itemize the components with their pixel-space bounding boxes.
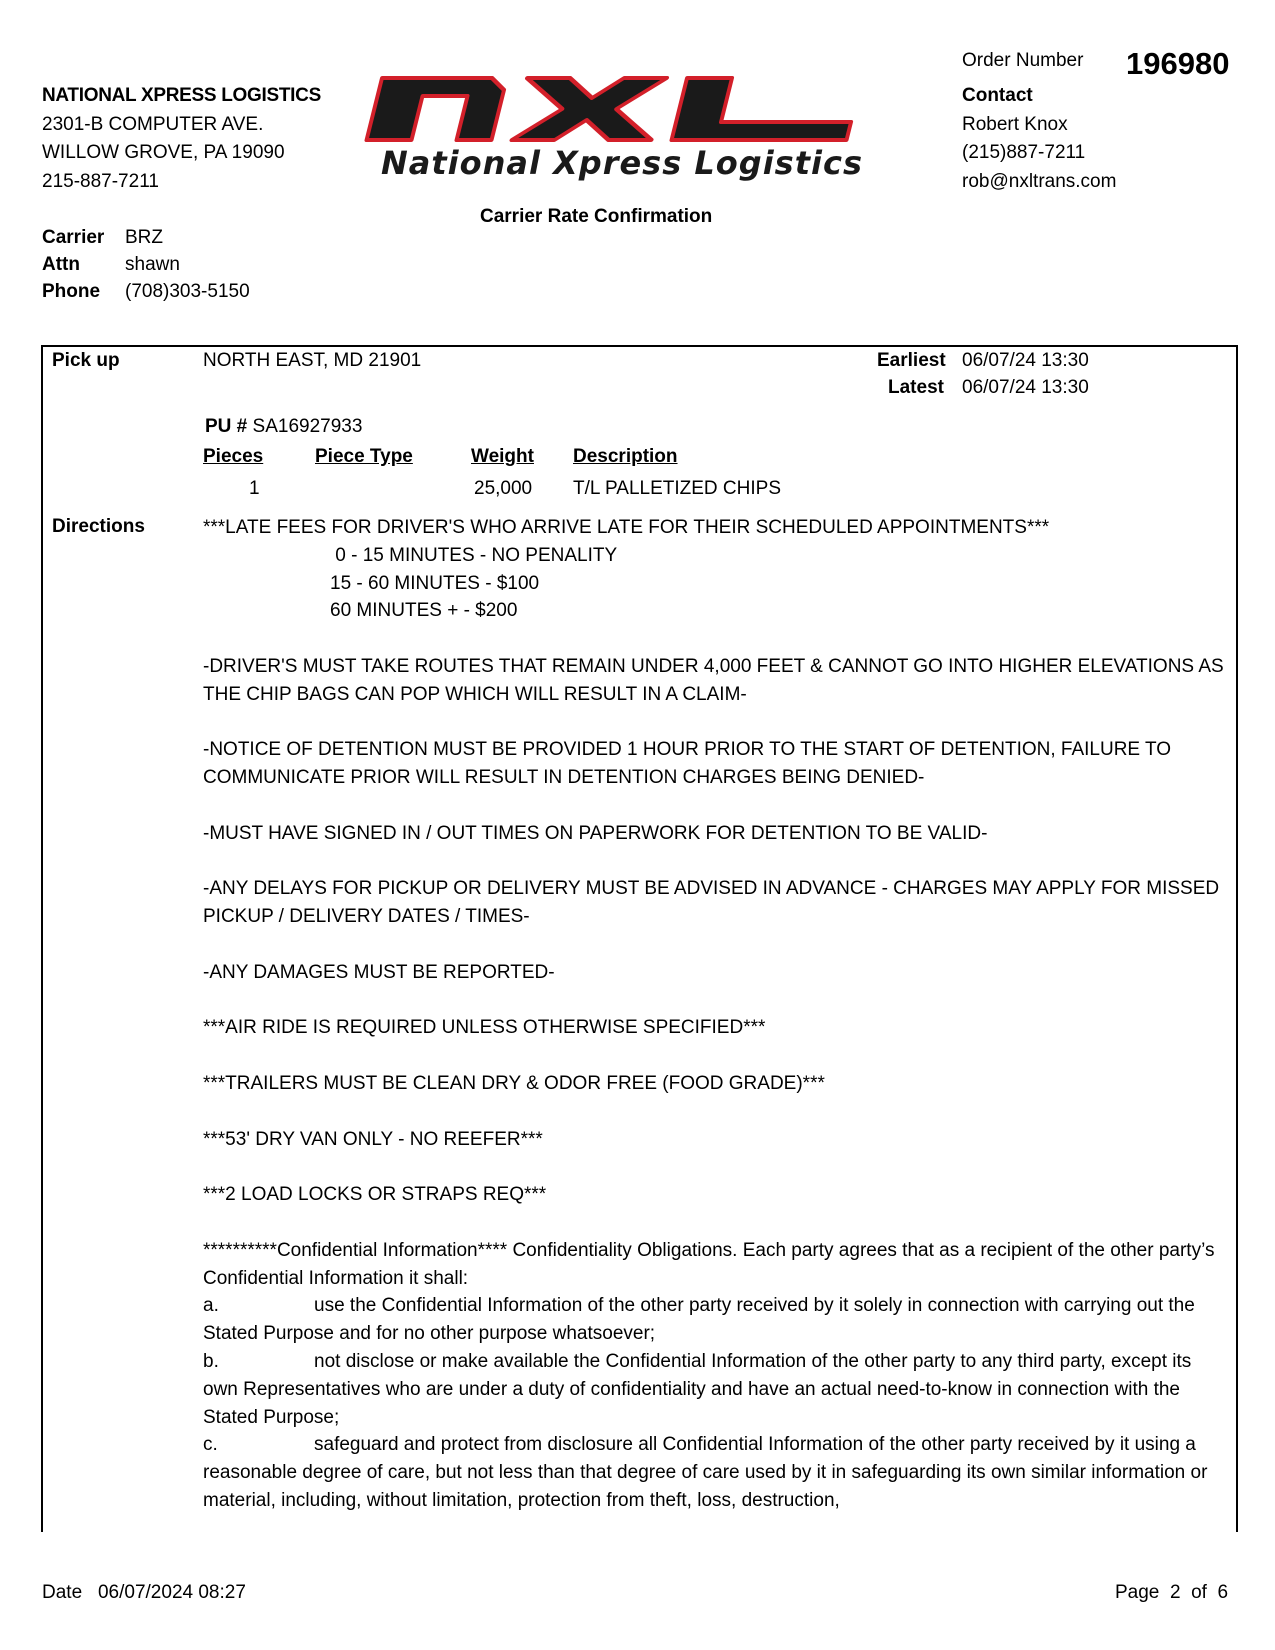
footer-date: [42, 1582, 246, 1604]
col-header-description: Description: [573, 446, 678, 467]
logo-mark: [367, 78, 862, 140]
pickup-label: Pick up: [52, 350, 120, 371]
clause-c: [203, 1431, 1228, 1514]
col-header-pieces: Pieces: [203, 446, 264, 467]
contact-name: Robert Knox: [962, 113, 1068, 135]
footer-page-total: 6: [1217, 1582, 1229, 1603]
late-fees-header: ***LATE FEES FOR DRIVER'S WHO ARRIVE LATE FOR THEIR SCHEDULED APPOINTMENTS***: [203, 517, 1050, 538]
footer-page: [1115, 1582, 1228, 1604]
dry-van-rule: ***53' DRY VAN ONLY - NO REEFER***: [203, 1128, 543, 1150]
clause-c-text: safeguard and protect from disclosure all Confidential Information of the other party received by it using a reasonable degree of care, but not less than that degree of care used by it in safeguarding its own similar information or material, including, without limitation, protection from theft, loss, destruction,: [203, 1434, 1208, 1511]
directions-text: [203, 514, 1228, 1515]
clause-a-letter: a.: [203, 1295, 219, 1317]
attn-label: Attn: [42, 254, 80, 275]
clause-c-letter: c.: [203, 1434, 218, 1456]
nxl-logo: [345, 66, 900, 184]
carrier-info: [42, 224, 250, 305]
footer-page-label: Page: [1115, 1582, 1160, 1603]
pu-number-line: [205, 416, 362, 438]
footer-page-number: 2: [1169, 1582, 1181, 1603]
damages-rule: -ANY DAMAGES MUST BE REPORTED-: [203, 961, 555, 983]
company-address-line2: WILLOW GROVE, PA 19090: [42, 142, 285, 163]
attn-value: shawn: [125, 254, 180, 275]
latest-value: 06/07/24 13:30: [962, 377, 1089, 398]
carrier-row: [42, 224, 250, 251]
directions-label: Directions: [52, 516, 145, 537]
company-block: [42, 82, 321, 196]
elevation-rule: -DRIVER'S MUST TAKE ROUTES THAT REMAIN UNDER 4,000 FEET & CANNOT GO INTO HIGHER ELEVATIONS AS THE CHIP BAGS CAN POP WHICH WILL RESULT IN A CLAIM-: [203, 655, 1224, 705]
pickup-address: NORTH EAST, MD 21901: [203, 350, 422, 371]
clause-b-letter: b.: [203, 1350, 219, 1372]
pu-number-label: PU #: [205, 416, 248, 437]
signed-times-rule: -MUST HAVE SIGNED IN / OUT TIMES ON PAPERWORK FOR DETENTION TO BE VALID-: [203, 822, 988, 844]
late-fee-tier-3: 60 MINUTES + - $200: [330, 600, 518, 622]
clause-b-text: not disclose or make available the Confidential Information of the other party to any third party, except its own Representatives who are under a duty of confidentiality and have an actual need-to-know in connection with the Stated Purpose;: [203, 1350, 1192, 1428]
company-address-line1: 2301-B COMPUTER AVE.: [42, 113, 264, 135]
detention-notice-rule: -NOTICE OF DETENTION MUST BE PROVIDED 1 HOUR PRIOR TO THE START OF DETENTION, FAILURE TO COMMUNICATE PRIOR WILL RESULT IN DETENTION CHARGES BEING DENIED-: [203, 739, 1172, 789]
contact-email: rob@nxltrans.com: [962, 170, 1117, 192]
latest-label: Latest: [888, 377, 944, 398]
contact-block: [962, 82, 1116, 196]
phone-row: [42, 278, 250, 305]
company-phone: 215-887-7211: [42, 170, 159, 192]
contact-phone: (215)887-7211: [962, 142, 1086, 163]
carrier-value: BRZ: [125, 227, 163, 248]
order-number: 196980: [1126, 46, 1230, 81]
logo-tagline: National Xpress Logistics: [381, 144, 863, 182]
contact-label: Contact: [962, 85, 1033, 106]
confidential-intro: **********Confidential Information**** Confidentiality Obligations. Each party agrees that as a recipient of the other party’s Confidential Information it shall:: [203, 1239, 1215, 1289]
order-number-label: Order Number: [962, 50, 1084, 71]
earliest-label: Earliest: [877, 350, 946, 371]
clause-a-text: use the Confidential Information of the other party received by it solely in connection with carrying out the Stated Purpose and for no other purpose whatsoever;: [203, 1295, 1195, 1345]
footer-date-label: Date: [42, 1582, 83, 1603]
delays-rule: -ANY DELAYS FOR PICKUP OR DELIVERY MUST BE ADVISED IN ADVANCE - CHARGES MAY APPLY FOR MISSED PICKUP / DELIVERY DATES / TIMES-: [203, 878, 1220, 928]
earliest-value: 06/07/24 13:30: [962, 350, 1089, 371]
air-ride-rule: ***AIR RIDE IS REQUIRED UNLESS OTHERWISE SPECIFIED***: [203, 1017, 766, 1039]
trailers-rule: ***TRAILERS MUST BE CLEAN DRY & ODOR FREE (FOOD GRADE)***: [203, 1072, 825, 1094]
footer-of-label: of: [1191, 1582, 1207, 1603]
clause-a: [203, 1292, 1228, 1348]
clause-b: [203, 1348, 1228, 1431]
company-name: NATIONAL XPRESS LOGISTICS: [42, 85, 321, 106]
document-title: Carrier Rate Confirmation: [480, 206, 713, 227]
col-header-piece-type: Piece Type: [315, 446, 413, 467]
footer-date-value: 06/07/2024 08:27: [97, 1582, 246, 1603]
pu-number-value: SA16927933: [252, 416, 363, 437]
item-description: T/L PALLETIZED CHIPS: [573, 478, 781, 499]
col-header-weight: Weight: [471, 446, 534, 467]
attn-row: [42, 251, 250, 278]
item-pieces: 1: [249, 478, 260, 499]
late-fee-tier-1: 0 - 15 MINUTES - NO PENALITY: [330, 544, 618, 566]
late-fee-tier-2: 15 - 60 MINUTES - $100: [330, 572, 540, 594]
load-locks-rule: ***2 LOAD LOCKS OR STRAPS REQ***: [203, 1184, 547, 1206]
phone-value: (708)303-5150: [125, 281, 250, 302]
phone-label: Phone: [42, 281, 101, 302]
carrier-label: Carrier: [42, 227, 105, 248]
item-weight: 25,000: [474, 478, 533, 499]
